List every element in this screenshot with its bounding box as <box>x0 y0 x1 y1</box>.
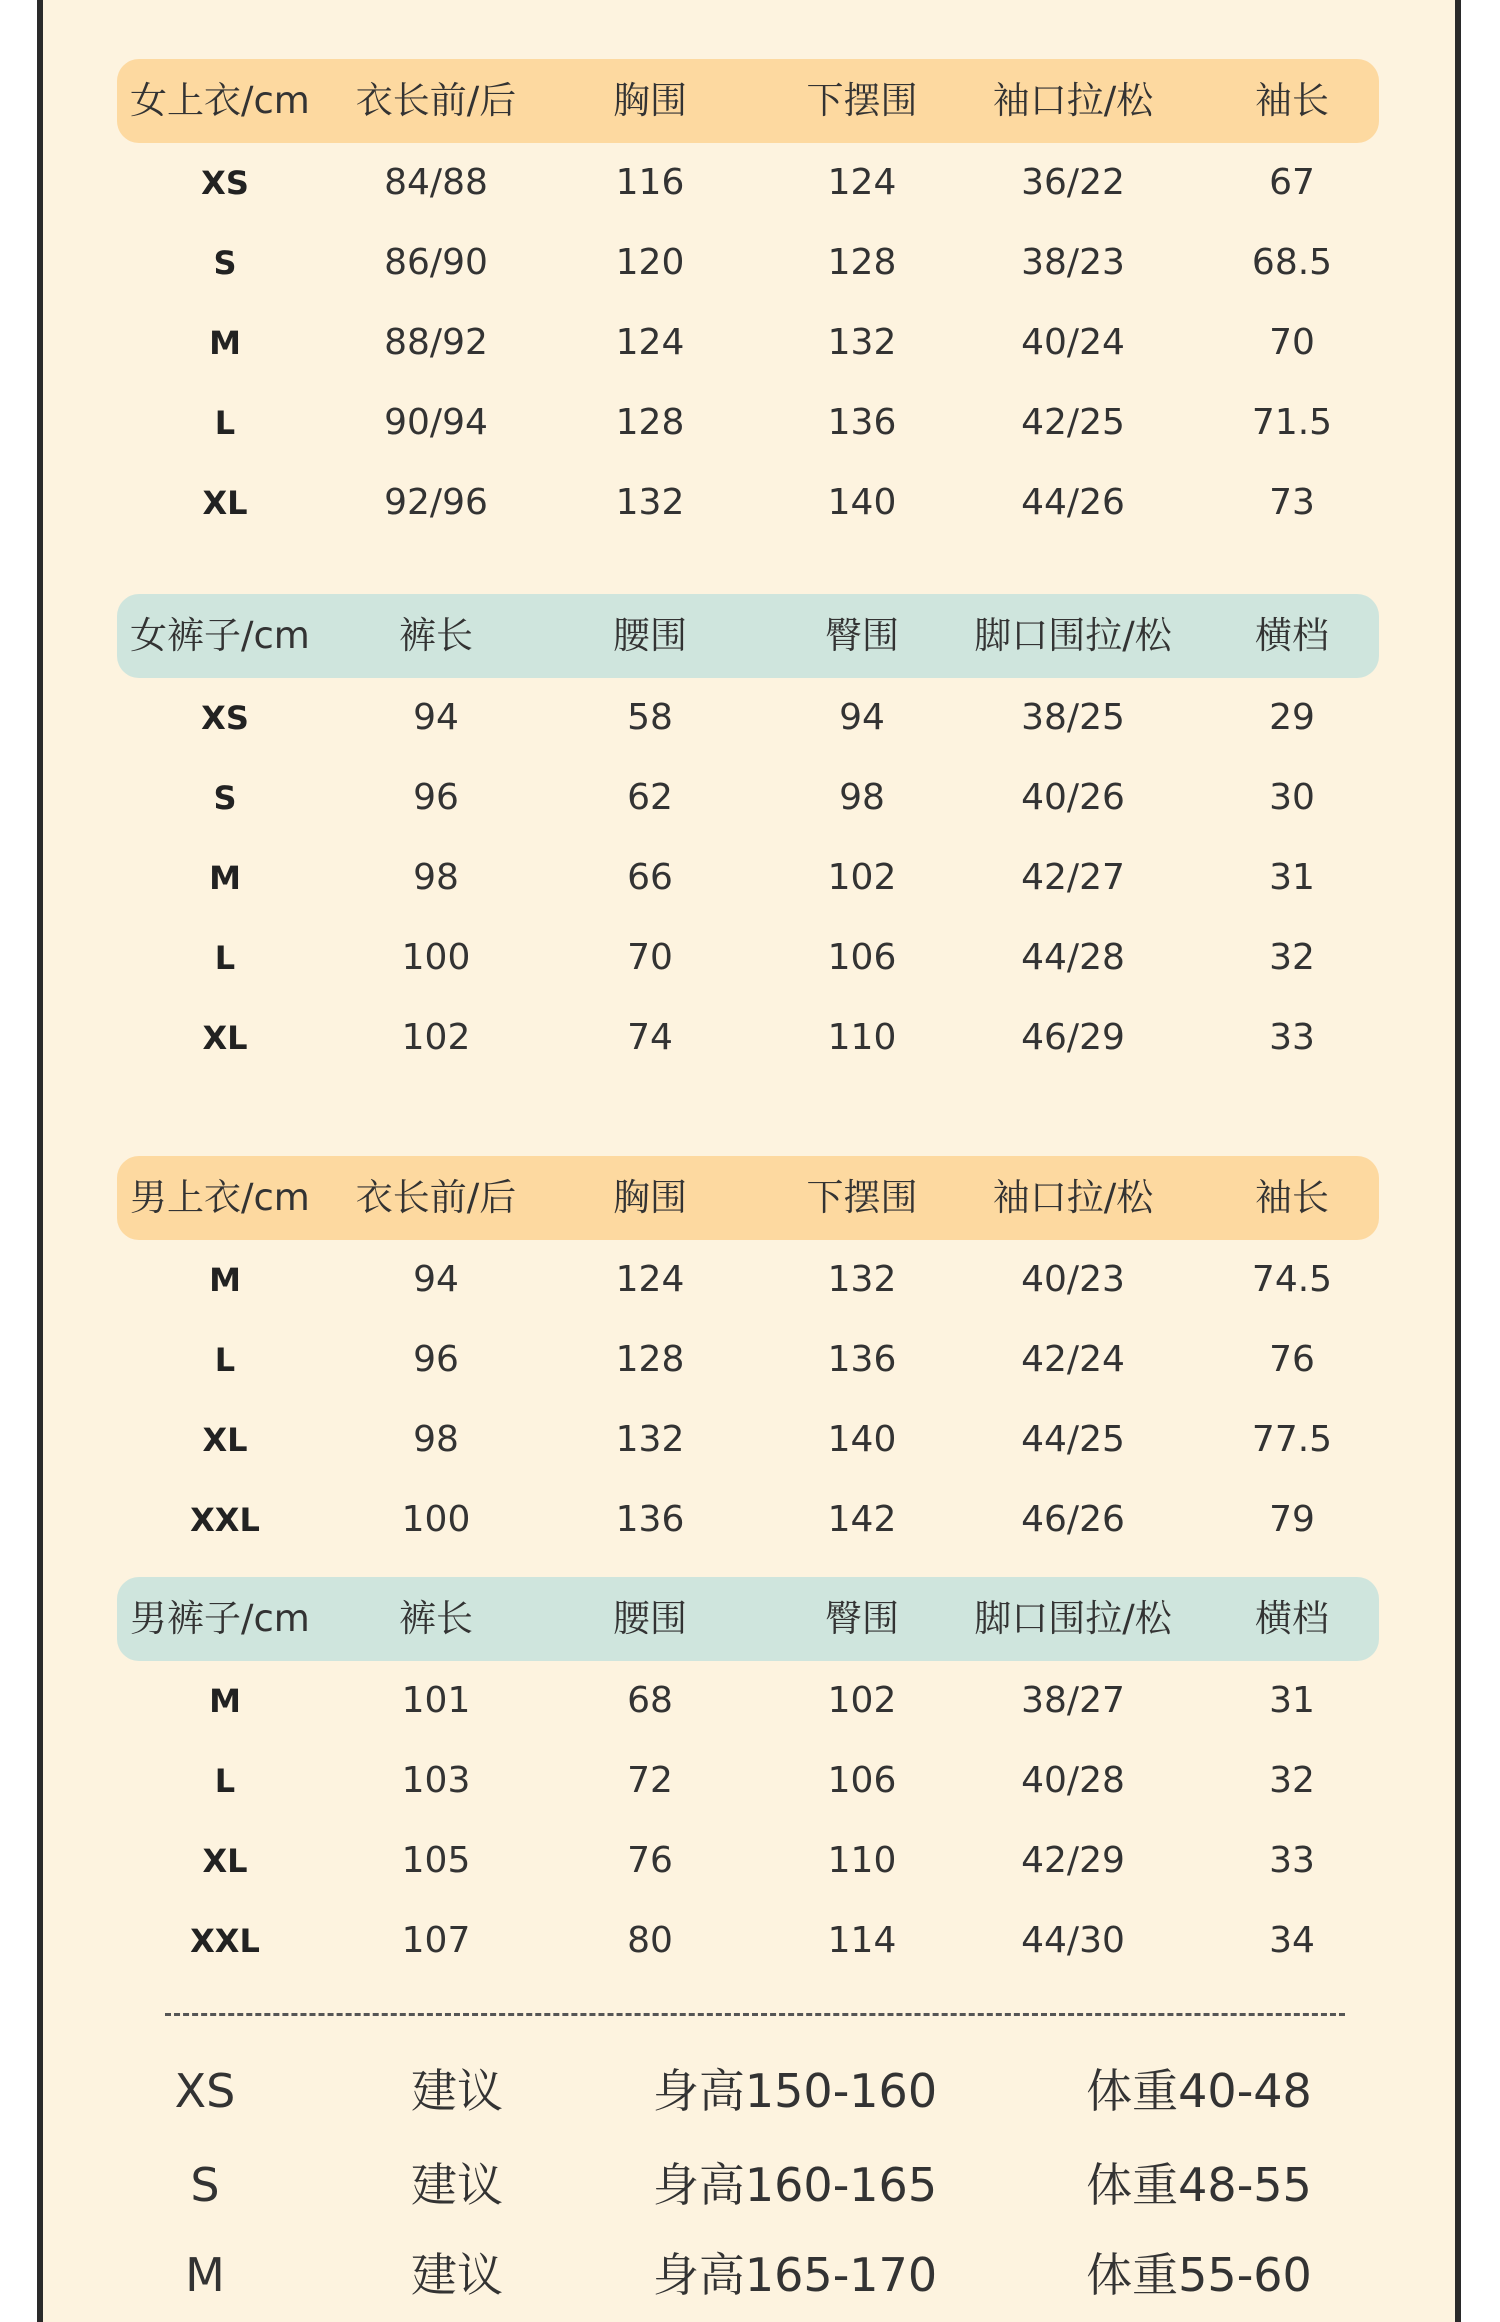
table-cell: 124 <box>827 162 897 203</box>
table-cell: 140 <box>827 1419 897 1460</box>
table-cell: 94 <box>413 697 459 738</box>
header-cell: 胸围 <box>613 79 687 122</box>
size-cell: XL <box>202 484 248 522</box>
header-cell: 男上衣/cm <box>130 1176 310 1219</box>
table-cell: 84/88 <box>384 162 488 203</box>
table-cell: 58 <box>627 697 673 738</box>
table-cell: 132 <box>615 482 685 523</box>
table-cell: 88/92 <box>384 322 488 363</box>
header-cell: 袖口拉/松 <box>992 79 1154 122</box>
table-row <box>117 223 1379 303</box>
header-cell: 袖长 <box>1255 79 1329 122</box>
size-cell: L <box>214 939 236 977</box>
table-cell: 38/23 <box>1021 242 1125 283</box>
size-cell: M <box>209 1261 241 1299</box>
recommendation-height: 身高160-165 <box>652 2158 938 2212</box>
header-cell: 下摆围 <box>806 79 918 122</box>
table-cell: 107 <box>401 1920 471 1961</box>
table-cell: 31 <box>1269 1680 1315 1721</box>
table-cell: 102 <box>827 1680 897 1721</box>
table-cell: 140 <box>827 482 897 523</box>
table-cell: 106 <box>827 937 897 978</box>
size-recommendation-row <box>117 2228 1379 2322</box>
table-cell: 44/28 <box>1021 937 1125 978</box>
page-margin-right <box>1461 0 1500 2322</box>
size-recommendation-row <box>117 2044 1379 2138</box>
table-cell: 31 <box>1269 857 1315 898</box>
table-cell: 32 <box>1269 937 1315 978</box>
table-row <box>117 838 1379 918</box>
header-cell: 袖口拉/松 <box>992 1176 1154 1219</box>
table-cell: 136 <box>615 1499 685 1540</box>
table-row <box>117 143 1379 223</box>
header-cell: 女上衣/cm <box>130 79 310 122</box>
recommendation-size: M <box>185 2248 225 2302</box>
recommendation-weight: 体重55-60 <box>1086 2248 1312 2302</box>
mens-pants-size-table <box>117 1577 1379 1981</box>
header-cell: 横档 <box>1255 1597 1329 1640</box>
table-cell: 110 <box>827 1840 897 1881</box>
table-cell: 132 <box>615 1419 685 1460</box>
table-row <box>117 1741 1379 1821</box>
table-row <box>117 1821 1379 1901</box>
table-cell: 36/22 <box>1021 162 1125 203</box>
size-cell: M <box>209 859 241 897</box>
size-cell: XL <box>202 1019 248 1057</box>
recommendation-label: 建议 <box>411 2248 503 2302</box>
table-cell: 80 <box>627 1920 673 1961</box>
size-cell: S <box>213 244 237 282</box>
recommendation-size: S <box>190 2158 220 2212</box>
header-cell: 下摆围 <box>806 1176 918 1219</box>
table-cell: 102 <box>401 1017 471 1058</box>
table-cell: 73 <box>1269 482 1315 523</box>
header-cell: 裤长 <box>399 1597 473 1640</box>
table-cell: 44/25 <box>1021 1419 1125 1460</box>
table-row <box>117 463 1379 543</box>
header-cell: 女裤子/cm <box>130 614 310 657</box>
table-cell: 70 <box>1269 322 1315 363</box>
table-cell: 79 <box>1269 1499 1315 1540</box>
size-cell: XXL <box>190 1922 260 1960</box>
size-cell: M <box>209 324 241 362</box>
table-cell: 96 <box>413 1339 459 1380</box>
table-cell: 96 <box>413 777 459 818</box>
size-cell: S <box>213 779 237 817</box>
table-header <box>117 1577 1379 1661</box>
size-cell: L <box>214 404 236 442</box>
header-cell: 袖长 <box>1255 1176 1329 1219</box>
header-cell: 男裤子/cm <box>130 1597 310 1640</box>
table-cell: 77.5 <box>1251 1419 1333 1460</box>
table-cell: 33 <box>1269 1840 1315 1881</box>
header-cell: 脚口围拉/松 <box>974 1597 1172 1640</box>
table-cell: 102 <box>827 857 897 898</box>
table-cell: 101 <box>401 1680 471 1721</box>
table-row <box>117 1661 1379 1741</box>
table-cell: 132 <box>827 322 897 363</box>
table-cell: 71.5 <box>1251 402 1333 443</box>
header-cell: 衣长前/后 <box>355 79 517 122</box>
table-row <box>117 1400 1379 1480</box>
table-row <box>117 758 1379 838</box>
recommendation-label: 建议 <box>411 2064 503 2118</box>
table-cell: 106 <box>827 1760 897 1801</box>
table-cell: 46/26 <box>1021 1499 1125 1540</box>
header-cell: 腰围 <box>613 614 687 657</box>
table-cell: 105 <box>401 1840 471 1881</box>
table-cell: 40/26 <box>1021 777 1125 818</box>
frame-border-left <box>37 0 43 2322</box>
size-cell: XS <box>201 699 249 737</box>
table-cell: 124 <box>615 1259 685 1300</box>
table-cell: 74.5 <box>1251 1259 1333 1300</box>
table-cell: 76 <box>627 1840 673 1881</box>
table-header <box>117 594 1379 678</box>
table-cell: 136 <box>827 1339 897 1380</box>
womens-top-size-table <box>117 59 1379 543</box>
header-cell: 臀围 <box>825 1597 899 1640</box>
table-row <box>117 918 1379 998</box>
table-cell: 98 <box>839 777 885 818</box>
header-cell: 裤长 <box>399 614 473 657</box>
table-cell: 98 <box>413 1419 459 1460</box>
recommendation-weight: 体重48-55 <box>1086 2158 1312 2212</box>
table-header <box>117 59 1379 143</box>
table-cell: 103 <box>401 1760 471 1801</box>
table-row <box>117 1240 1379 1320</box>
table-cell: 68.5 <box>1251 242 1333 283</box>
table-row <box>117 1480 1379 1560</box>
recommendation-height: 身高165-170 <box>652 2248 938 2302</box>
header-cell: 胸围 <box>613 1176 687 1219</box>
frame-border-right <box>1455 0 1461 2322</box>
table-cell: 40/28 <box>1021 1760 1125 1801</box>
table-cell: 42/24 <box>1021 1339 1125 1380</box>
table-cell: 67 <box>1269 162 1315 203</box>
table-cell: 94 <box>413 1259 459 1300</box>
recommendation-label: 建议 <box>411 2158 503 2212</box>
size-cell: XL <box>202 1421 248 1459</box>
header-cell: 衣长前/后 <box>355 1176 517 1219</box>
table-cell: 94 <box>839 697 885 738</box>
recommendation-size: XS <box>174 2064 236 2118</box>
table-cell: 44/26 <box>1021 482 1125 523</box>
table-cell: 136 <box>827 402 897 443</box>
size-cell: L <box>214 1762 236 1800</box>
size-cell: XXL <box>190 1501 260 1539</box>
table-cell: 68 <box>627 1680 673 1721</box>
size-recommendation-row <box>117 2138 1379 2232</box>
header-cell: 脚口围拉/松 <box>974 614 1172 657</box>
recommendation-weight: 体重40-48 <box>1086 2064 1312 2118</box>
header-cell: 腰围 <box>613 1597 687 1640</box>
table-cell: 128 <box>615 402 685 443</box>
table-row <box>117 1901 1379 1981</box>
table-cell: 120 <box>615 242 685 283</box>
table-cell: 30 <box>1269 777 1315 818</box>
table-cell: 98 <box>413 857 459 898</box>
table-cell: 114 <box>827 1920 897 1961</box>
page-margin-left-overlay <box>0 0 37 2322</box>
table-cell: 62 <box>627 777 673 818</box>
table-cell: 72 <box>627 1760 673 1801</box>
mens-top-size-table <box>117 1156 1379 1560</box>
table-cell: 33 <box>1269 1017 1315 1058</box>
table-cell: 42/25 <box>1021 402 1125 443</box>
size-cell: L <box>214 1341 236 1379</box>
table-cell: 32 <box>1269 1760 1315 1801</box>
table-cell: 116 <box>615 162 685 203</box>
table-cell: 124 <box>615 322 685 363</box>
table-cell: 76 <box>1269 1339 1315 1380</box>
table-cell: 92/96 <box>384 482 488 523</box>
table-cell: 38/25 <box>1021 697 1125 738</box>
table-cell: 42/29 <box>1021 1840 1125 1881</box>
table-header <box>117 1156 1379 1240</box>
table-cell: 110 <box>827 1017 897 1058</box>
table-cell: 86/90 <box>384 242 488 283</box>
table-row <box>117 383 1379 463</box>
womens-pants-size-table <box>117 594 1379 1078</box>
table-cell: 44/30 <box>1021 1920 1125 1961</box>
table-cell: 100 <box>401 937 471 978</box>
table-cell: 100 <box>401 1499 471 1540</box>
table-cell: 142 <box>827 1499 897 1540</box>
table-cell: 132 <box>827 1259 897 1300</box>
table-row <box>117 678 1379 758</box>
header-cell: 横档 <box>1255 614 1329 657</box>
table-cell: 70 <box>627 937 673 978</box>
table-row <box>117 998 1379 1078</box>
table-cell: 40/24 <box>1021 322 1125 363</box>
size-cell: XS <box>201 164 249 202</box>
table-cell: 38/27 <box>1021 1680 1125 1721</box>
table-cell: 74 <box>627 1017 673 1058</box>
table-cell: 66 <box>627 857 673 898</box>
table-row <box>117 303 1379 383</box>
size-cell: XL <box>202 1842 248 1880</box>
table-cell: 90/94 <box>384 402 488 443</box>
table-row <box>117 1320 1379 1400</box>
table-cell: 42/27 <box>1021 857 1125 898</box>
header-cell: 臀围 <box>825 614 899 657</box>
table-cell: 128 <box>615 1339 685 1380</box>
dashed-divider <box>165 2013 1345 2016</box>
table-cell: 40/23 <box>1021 1259 1125 1300</box>
table-cell: 34 <box>1269 1920 1315 1961</box>
table-cell: 29 <box>1269 697 1315 738</box>
table-cell: 128 <box>827 242 897 283</box>
recommendation-height: 身高150-160 <box>652 2064 938 2118</box>
size-cell: M <box>209 1682 241 1720</box>
table-cell: 46/29 <box>1021 1017 1125 1058</box>
